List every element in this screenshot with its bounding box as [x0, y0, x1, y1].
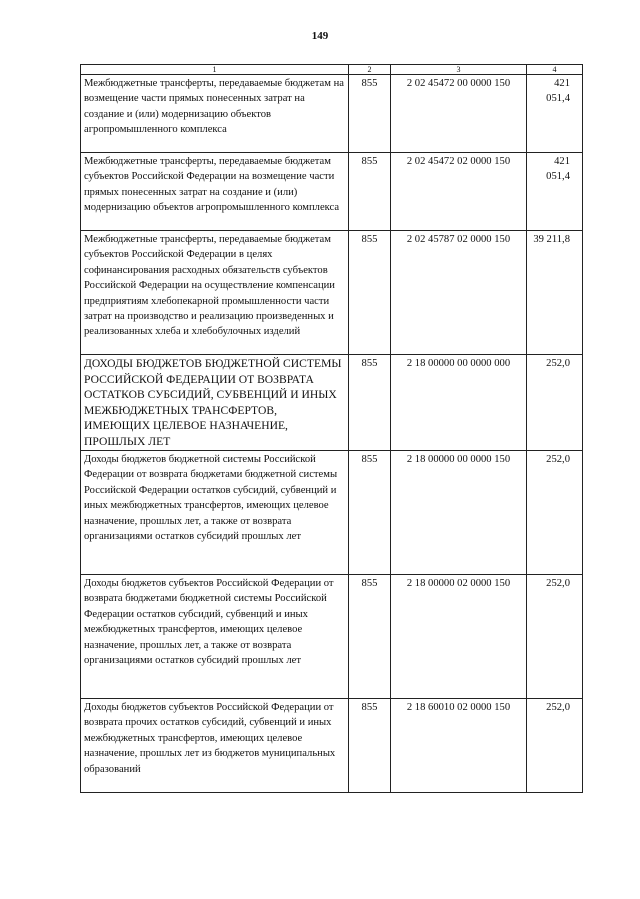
row-code: 2 02 45472 00 0000 150: [391, 75, 527, 153]
row-code: 2 18 00000 00 0000 000: [391, 355, 527, 451]
table-row: [81, 575, 583, 699]
row-name: Доходы бюджетов субъектов Российской Федерации от возврата бюджетами бюджетной системы Российской Федерации остатков субсидий, субвенций и иных межбюджетных трансфертов, имеющих целевое назначение, прошлых лет, а также от возврата организациями остатков субсидий прошлых лет: [81, 575, 349, 699]
table-row: [81, 153, 583, 231]
row-code: 2 18 00000 00 0000 150: [391, 451, 527, 575]
row-name: Межбюджетные трансферты, передаваемые бюджетам на возмещение части прямых понесенных затрат на создание и (или) модернизацию объектов агропромышленного комплекса: [81, 75, 349, 153]
row-amount: 252,0: [527, 699, 583, 793]
header-col-4: 4: [527, 65, 583, 75]
row-code: 2 18 60010 02 0000 150: [391, 699, 527, 793]
row-admin: 855: [349, 575, 391, 699]
row-admin: 855: [349, 355, 391, 451]
row-admin: 855: [349, 231, 391, 355]
row-amount: 252,0: [527, 355, 583, 451]
header-col-2: 2: [349, 65, 391, 75]
row-name: ДОХОДЫ БЮДЖЕТОВ БЮДЖЕТНОЙ СИСТЕМЫ РОССИЙСКОЙ ФЕДЕРАЦИИ ОТ ВОЗВРАТА ОСТАТКОВ СУБСИДИЙ, СУБВЕНЦИЙ И ИНЫХ МЕЖБЮДЖЕТНЫХ ТРАНСФЕРТОВ, ИМЕЮЩИХ ЦЕЛЕВОЕ НАЗНАЧЕНИЕ, ПРОШЛЫХ ЛЕТ: [81, 355, 349, 451]
row-code: 2 02 45472 02 0000 150: [391, 153, 527, 231]
row-amount: 252,0: [527, 575, 583, 699]
row-amount: 39 211,8: [527, 231, 583, 355]
table-row: [81, 75, 583, 153]
table-row: [81, 699, 583, 793]
row-code: 2 02 45787 02 0000 150: [391, 231, 527, 355]
budget-table: [80, 64, 583, 793]
row-name: Доходы бюджетов бюджетной системы Российской Федерации от возврата бюджетами бюджетной системы Российской Федерации остатков субсидий, субвенций и иных межбюджетных трансфертов, имеющих целевое назначение, прошлых лет, а также от возврата организациями остатков субсидий прошлых лет: [81, 451, 349, 575]
row-admin: 855: [349, 451, 391, 575]
row-amount: 421 051,4: [527, 75, 583, 153]
row-code: 2 18 00000 02 0000 150: [391, 575, 527, 699]
row-admin: 855: [349, 699, 391, 793]
row-name: Доходы бюджетов субъектов Российской Федерации от возврата прочих остатков субсидий, субвенций и иных межбюджетных трансфертов, имеющих целевое назначение, прошлых лет из бюджетов муниципальных образований: [81, 699, 349, 793]
row-name: Межбюджетные трансферты, передаваемые бюджетам субъектов Российской Федерации на возмещение части прямых понесенных затрат на создание и (или) модернизацию объектов агропромышленного комплекса: [81, 153, 349, 231]
row-amount: 421 051,4: [527, 153, 583, 231]
table-row: [81, 355, 583, 451]
row-admin: 855: [349, 75, 391, 153]
table-header-row: [81, 65, 583, 75]
row-name: Межбюджетные трансферты, передаваемые бюджетам субъектов Российской Федерации в целях софинансирования расходных обязательств субъектов Российской Федерации на осуществление компенсации предприятиям хлебопекарной промышленности части затрат на производство и реализацию произведенных и реализованных хлеба и хлебобулочных изделий: [81, 231, 349, 355]
row-admin: 855: [349, 153, 391, 231]
header-col-3: 3: [391, 65, 527, 75]
row-amount: 252,0: [527, 451, 583, 575]
table-row: [81, 231, 583, 355]
header-col-1: 1: [81, 65, 349, 75]
table-row: [81, 451, 583, 575]
page-number: 149: [311, 30, 329, 42]
